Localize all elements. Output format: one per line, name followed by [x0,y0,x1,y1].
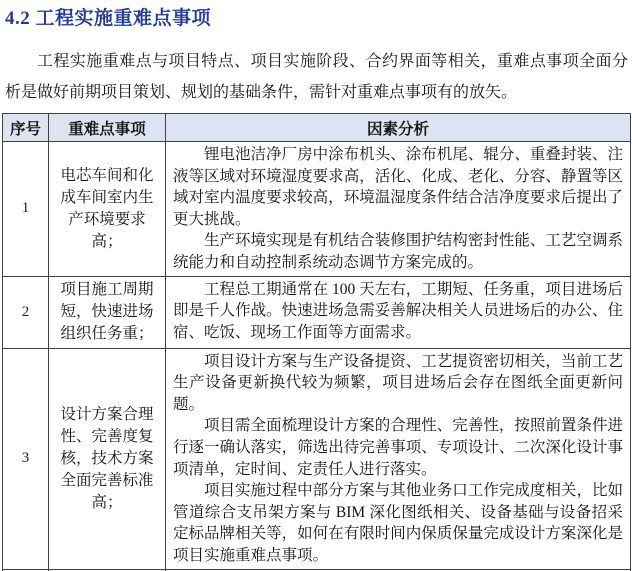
analysis-paragraph: 锂电池洁净厂房中涂布机头、涂布机尾、辊分、重叠封装、注液等区域对环境湿度要求高，活化、化成、老化、分容、静置等区域对室内温度要求较高，环境温湿度条件结合洁净度要求后提出了更大挑战。 [173,146,623,228]
cell-factor-analysis [166,142,631,277]
difficulties-table [2,113,631,571]
table-row [3,348,631,569]
analysis-paragraph: 工程总工期通常在 100 天左右，工期短、任务重，项目进场后即是千人作战。快速进场急需妥善解决相关人员进场后的办公、住宿、吃饭、现场工作面等方面需求。 [173,280,623,341]
analysis-paragraph: 项目实施过程中部分方案与其他业务口工作完成度相关，比如管道综合支吊架方案与 BIM 深化图纸相关、设备基础与设备招采定标品牌相关等，如何在有限时间内保质保量完成设计方案深化是项目实施重难点事项。 [173,482,623,564]
cell-row-number: 2 [3,276,49,348]
cell-row-number: 3 [3,348,49,569]
table-header-row [3,114,631,142]
cell-factor-analysis [166,276,631,348]
section-heading: 4.2 工程实施重难点事项 [5,8,212,29]
intro-paragraph: 工程实施重难点与项目特点、项目实施阶段、合约界面等相关，重难点事项全面分析是做好前期项目策划、规划的基础条件，需针对重难点事项有的放矢。 [5,53,628,101]
column-header-item: 重难点事项 [49,114,166,142]
analysis-paragraph: 生产环境实现是有机结合装修围护结构密封性能、工艺空调系统能力和自动控制系统动态调节方案完成的。 [173,232,623,271]
cell-factor-analysis [166,348,631,569]
analysis-paragraph: 项目需全面梳理设计方案的合理性、完善性，按照前置条件进行逐一确认落实，筛选出待完善事项、专项设计、二次深化设计事项清单，定时间、定责任人进行落实。 [173,417,623,478]
table-row [3,276,631,348]
cell-difficulty-item: 项目施工周期短，快速进场组织任务重； [49,276,166,348]
cell-difficulty-item: 电芯车间和化成车间室内生产环境要求高； [49,142,166,277]
table-row [3,142,631,277]
column-header-no: 序号 [3,114,49,142]
cell-difficulty-item: 设计方案合理性、完善度复核，技术方案全面完善标准高； [49,348,166,569]
analysis-paragraph: 项目设计方案与生产设备提资、工艺提资密切相关，当前工艺生产设备更新换代较为频繁，项目进场后会存在图纸全面更新问题。 [173,352,623,413]
column-header-analysis: 因素分析 [166,114,631,142]
cell-row-number: 1 [3,142,49,277]
